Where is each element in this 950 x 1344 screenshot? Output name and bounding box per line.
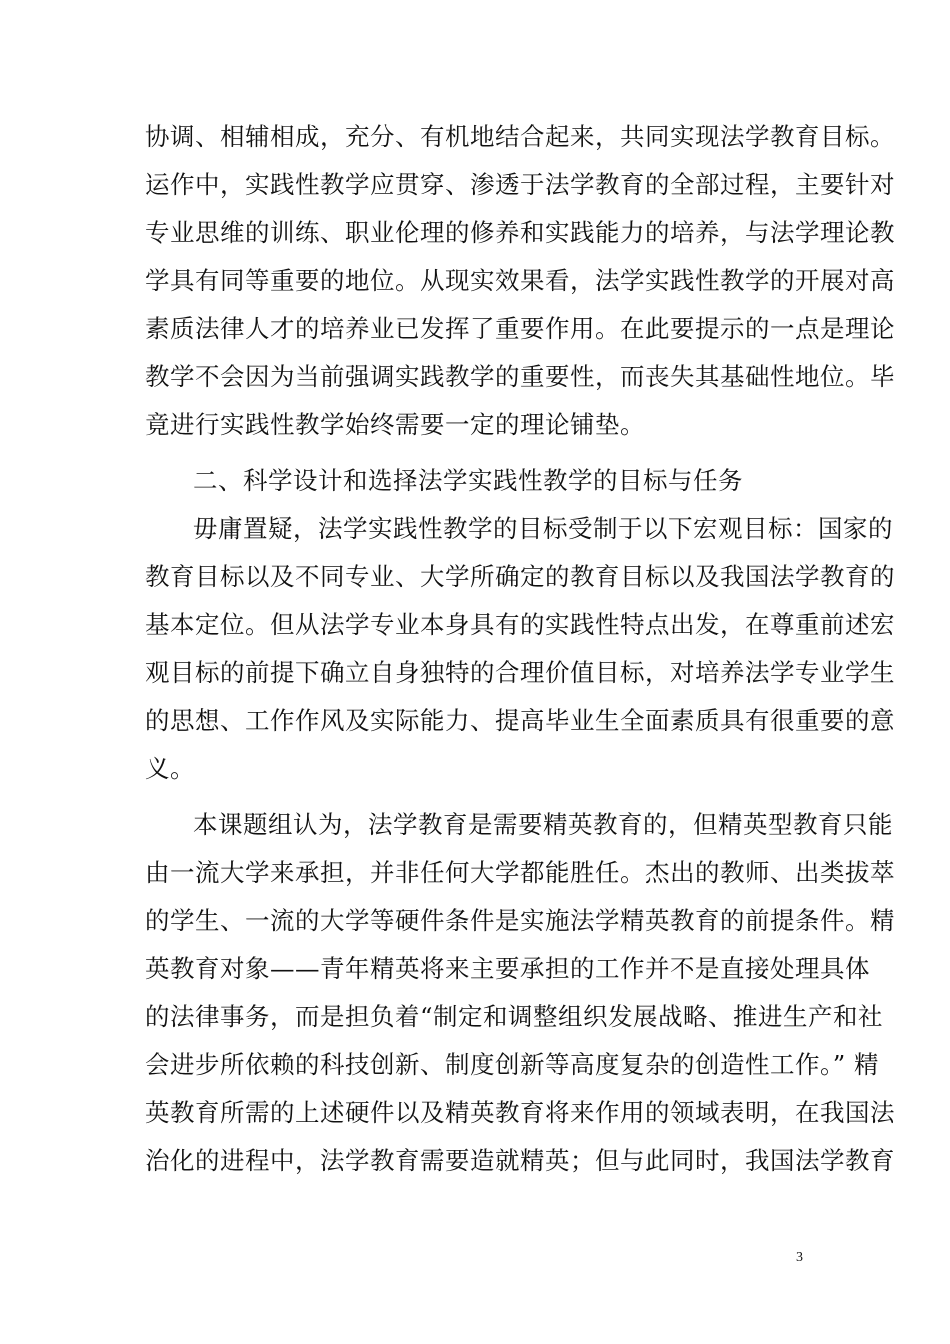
- text-line: 专业思维的训练、职业伦理的修养和实践能力的培养，与法学理论教: [145, 218, 895, 247]
- text-line: 协调、相辅相成，充分、有机地结合起来，共同实现法学教育目标。: [145, 122, 895, 151]
- text-line: 教学不会因为当前强调实践教学的重要性，而丧失其基础性地位。毕: [145, 362, 895, 391]
- text-line: 教育目标以及不同专业、大学所确定的教育目标以及我国法学教育的: [145, 562, 895, 591]
- text-line: 运作中，实践性教学应贯穿、渗透于法学教育的全部过程，主要针对: [145, 170, 895, 199]
- page-number: 3: [796, 1250, 803, 1265]
- text-line: 的法律事务，而是担负着“制定和调整组织发展战略、推进生产和社: [145, 1002, 884, 1031]
- text-line: 义。: [145, 754, 195, 783]
- text-line: 毋庸置疑，法学实践性教学的目标受制于以下宏观目标：国家的: [193, 514, 893, 543]
- text-line: 的思想、工作作风及实际能力、提高毕业生全面素质具有很重要的意: [145, 706, 895, 735]
- text-line: 治化的进程中，法学教育需要造就精英；但与此同时，我国法学教育: [145, 1146, 895, 1175]
- text-line: 竟进行实践性教学始终需要一定的理论铺垫。: [145, 410, 645, 439]
- text-line: 素质法律人才的培养业已发挥了重要作用。在此要提示的一点是理论: [145, 314, 895, 343]
- text-line: 观目标的前提下确立自身独特的合理价值目标，对培养法学专业学生: [145, 658, 895, 687]
- text-line: 英教育所需的上述硬件以及精英教育将来作用的领域表明，在我国法: [145, 1098, 895, 1127]
- text-line: 基本定位。但从法学专业本身具有的实践性特点出发，在尊重前述宏: [145, 610, 895, 639]
- text-line: 由一流大学来承担，并非任何大学都能胜任。杰出的教师、出类拔萃: [145, 858, 895, 887]
- text-line: 会进步所依赖的科技创新、制度创新等高度复杂的创造性工作。” 精: [145, 1050, 880, 1079]
- text-line: 的学生、一流的大学等硬件条件是实施法学精英教育的前提条件。精: [145, 906, 895, 935]
- section-heading: 二、科学设计和选择法学实践性教学的目标与任务: [193, 466, 743, 495]
- text-line: 英教育对象——青年精英将来主要承担的工作并不是直接处理具体: [145, 954, 870, 983]
- text-line: 学具有同等重要的地位。从现实效果看，法学实践性教学的开展对高: [145, 266, 895, 295]
- text-line: 本课题组认为，法学教育是需要精英教育的，但精英型教育只能: [193, 810, 893, 839]
